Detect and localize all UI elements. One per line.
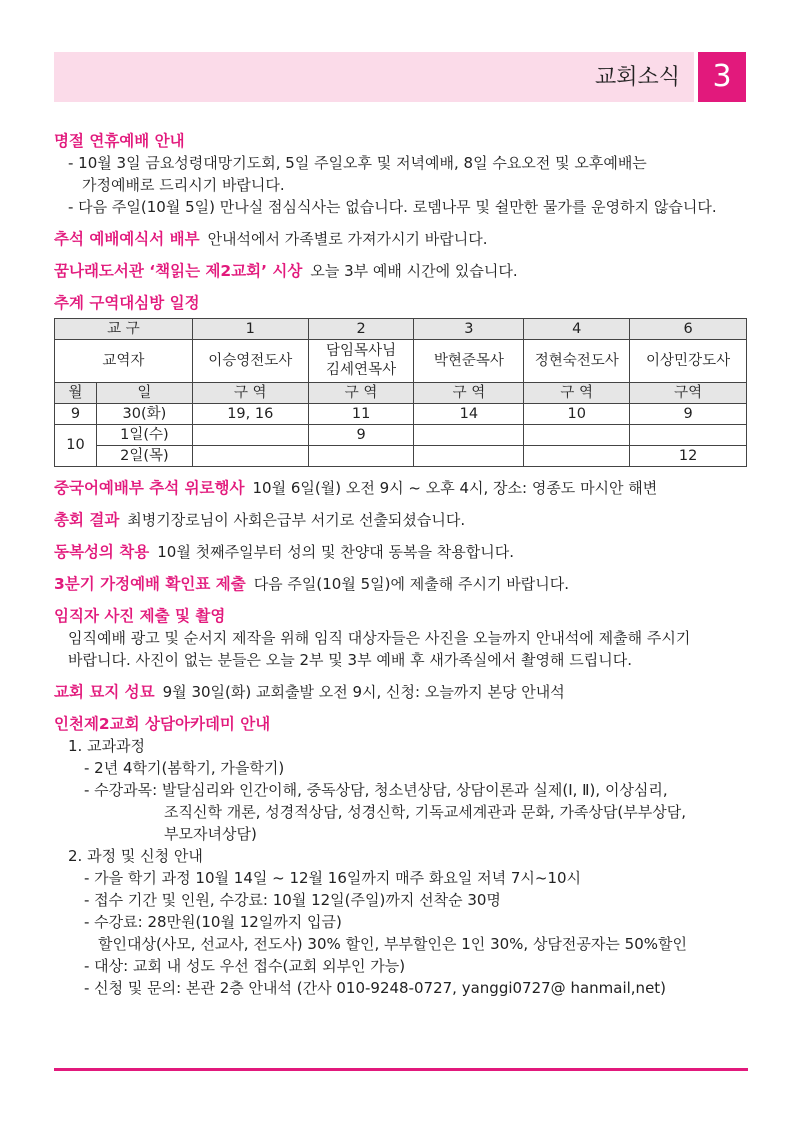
section-officer-photo: [54, 605, 748, 671]
table-cell: 10: [55, 425, 97, 467]
table-cell: 구 역: [524, 383, 630, 404]
section-line: 2. 과정 및 신청 안내: [68, 847, 203, 865]
section-line: 조직신학 개론, 성경적상담, 성경신학, 기독교세계관과 문화, 가족상담(부부상담,: [164, 803, 686, 821]
table-cell: 19, 16: [192, 404, 308, 425]
section-service-book: [54, 228, 748, 250]
table-row: [55, 340, 747, 383]
section-title: 인천제2교회 상담아카데미 안내: [54, 715, 271, 733]
table-cell: 30(화): [96, 404, 192, 425]
section-cemetery-visit: [54, 681, 748, 703]
section-text: 안내석에서 가족별로 가져가시기 바랍니다.: [207, 230, 488, 248]
table-row: [55, 404, 747, 425]
section-line: 임직예배 광고 및 순서지 제작을 위해 임직 대상자들은 사진을 오늘까지 안내석에 제출해 주시기: [68, 629, 691, 647]
section-title: 중국어예배부 추석 위로행사: [54, 479, 245, 497]
table-cell: 이상민강도사: [630, 340, 747, 383]
page-title: 교회소식: [594, 65, 680, 90]
section-title: 총회 결과: [54, 511, 120, 529]
section-text: 오늘 3부 예배 시간에 있습니다.: [310, 262, 518, 280]
section-assembly-result: [54, 509, 748, 531]
section-line: - 수강과목: 발달심리와 인간이해, 중독상담, 청소년상담, 상담이론과 실제(Ⅰ, Ⅱ), 이상심리,: [84, 781, 668, 799]
table-cell: 일: [96, 383, 192, 404]
table-cell: [308, 446, 414, 467]
table-cell: [308, 340, 414, 383]
section-library-award: [54, 260, 748, 282]
section-visit-schedule: [54, 292, 748, 467]
section-title: 3분기 가정예배 확인표 제출: [54, 575, 246, 593]
section-text: 10월 첫째주일부터 성의 및 찬양대 동복을 착용합니다.: [157, 543, 515, 561]
table-cell: 11: [308, 404, 414, 425]
section-line: 가정예배로 드리시기 바랍니다.: [82, 176, 285, 194]
table-cell: 4: [524, 319, 630, 340]
table-cell: 12: [630, 446, 747, 467]
section-text: 10월 6일(월) 오전 9시 ~ 오후 4시, 장소: 영종도 마시안 해변: [252, 479, 658, 497]
section-winter-robe: [54, 541, 748, 563]
table-cell: 3: [414, 319, 524, 340]
table-row: [55, 319, 747, 340]
minister-line: 담임목사님: [326, 343, 397, 359]
section-chinese-ministry: [54, 477, 748, 499]
section-line: - 10월 3일 금요성령대망기도회, 5일 주일오후 및 저녁예배, 8일 수요오전 및 오후예배는: [68, 154, 647, 172]
table-cell: 구역: [630, 383, 747, 404]
page-number: 3: [698, 52, 746, 102]
section-title: 임직자 사진 제출 및 촬영: [54, 607, 226, 625]
table-cell: 14: [414, 404, 524, 425]
table-row: [55, 383, 747, 404]
section-text: 다음 주일(10월 5일)에 제출해 주시기 바랍니다.: [253, 575, 569, 593]
table-cell: [524, 446, 630, 467]
table-cell: 구 역: [414, 383, 524, 404]
bottom-rule: [54, 1068, 748, 1071]
table-cell: [414, 425, 524, 446]
table-cell: 박현준목사: [414, 340, 524, 383]
table-cell: 교역자: [55, 340, 193, 383]
section-line: - 대상: 교회 내 성도 우선 접수(교회 외부인 가능): [84, 957, 406, 975]
section-title: 동복성의 착용: [54, 543, 150, 561]
section-line: 1. 교과과정: [68, 737, 146, 755]
table-cell: 2일(목): [96, 446, 192, 467]
table-cell: [630, 425, 747, 446]
table-cell: 1일(수): [96, 425, 192, 446]
content: [54, 130, 748, 999]
table-cell: [192, 446, 308, 467]
section-text: 9월 30일(화) 교회출발 오전 9시, 신청: 오늘까지 본당 안내석: [162, 683, 565, 701]
table-cell: 9: [630, 404, 747, 425]
table-cell: 9: [308, 425, 414, 446]
section-line: - 신청 및 문의: 본관 2층 안내석 (간사 010-9248-0727, yanggi0727@ hanmail,net): [84, 979, 667, 997]
table-cell: 교 구: [55, 319, 193, 340]
section-line: - 접수 기간 및 인원, 수강료: 10월 12일(주일)까지 선착순 30명: [84, 891, 501, 909]
section-holiday-worship: [54, 130, 748, 218]
table-cell: 구 역: [192, 383, 308, 404]
section-title: 꿈나래도서관 ‘책읽는 제2교회’ 시상: [54, 262, 303, 280]
section-line: 부모자녀상담): [164, 825, 257, 843]
table-cell: 9: [55, 404, 97, 425]
table-row: [55, 446, 747, 467]
section-line: - 가을 학기 과정 10월 14일 ~ 12월 16일까지 매주 화요일 저녁 7시~10시: [84, 869, 582, 887]
section-line: - 다음 주일(10월 5일) 만나실 점심식사는 없습니다. 로뎀나무 및 쉴만한 물가를 운영하지 않습니다.: [68, 198, 717, 216]
table-cell: 정현숙전도사: [524, 340, 630, 383]
section-line: - 2년 4학기(봄학기, 가을학기): [84, 759, 285, 777]
table-row: [55, 425, 747, 446]
section-title: 명절 연휴예배 안내: [54, 132, 185, 150]
section-family-worship: [54, 573, 748, 595]
section-line: 할인대상(사모, 선교사, 전도사) 30% 할인, 부부할인은 1인 30%, 상담전공자는 50%할인: [98, 935, 687, 953]
table-cell: [414, 446, 524, 467]
section-line: - 수강료: 28만원(10월 12일까지 입금): [84, 913, 342, 931]
section-line: 바랍니다. 사진이 없는 분들은 오늘 2부 및 3부 예배 후 새가족실에서 촬영해 드립니다.: [68, 651, 633, 669]
table-cell: 이승영전도사: [192, 340, 308, 383]
section-title: 추석 예배예식서 배부: [54, 230, 200, 248]
table-cell: [524, 425, 630, 446]
schedule-table: [54, 318, 747, 467]
table-cell: [192, 425, 308, 446]
table-cell: 1: [192, 319, 308, 340]
section-title: 교회 묘지 성묘: [54, 683, 155, 701]
section-counseling-academy: [54, 713, 748, 999]
section-title: 추계 구역대심방 일정: [54, 294, 200, 312]
table-cell: 구 역: [308, 383, 414, 404]
table-cell: 2: [308, 319, 414, 340]
table-cell: 월: [55, 383, 97, 404]
table-cell: 10: [524, 404, 630, 425]
table-cell: 6: [630, 319, 747, 340]
section-text: 최병기장로님이 사회은급부 서기로 선출되셨습니다.: [127, 511, 466, 529]
minister-line: 김세연목사: [326, 362, 397, 378]
